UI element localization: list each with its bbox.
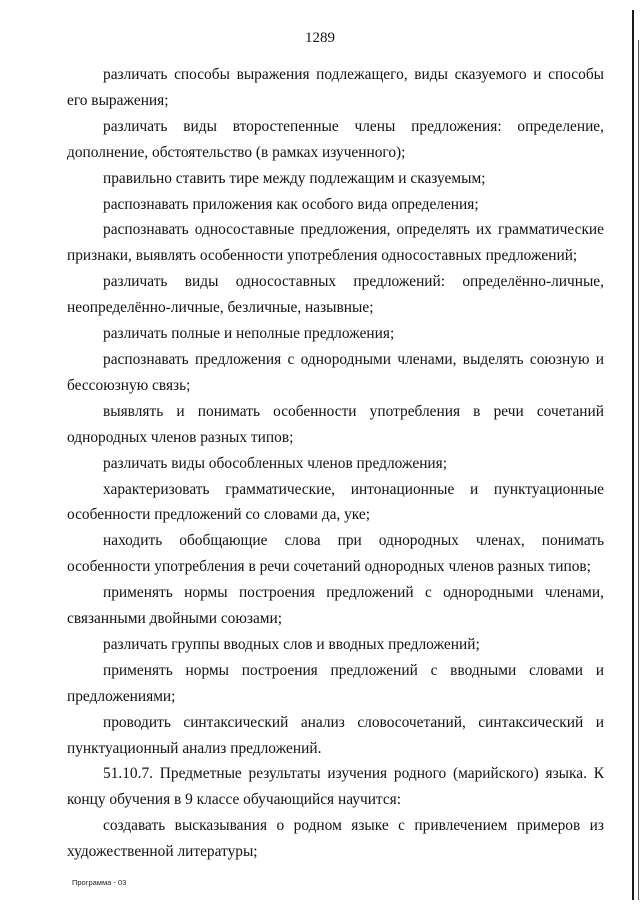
paragraph: различать виды обособленных членов предложения; bbox=[103, 454, 448, 472]
body-text bbox=[67, 62, 604, 865]
paragraph: применять нормы построения предложений с вводными словами и предложениями; bbox=[67, 661, 604, 705]
paragraph: различать виды односоставных предложений: определённо-личные, неопределённо-личные, безличные, назывные; bbox=[67, 273, 604, 317]
paragraph: проводить синтаксический анализ словосочетаний, синтаксический и пунктуационный анализ предложений. bbox=[67, 713, 604, 757]
paragraph: создавать высказывания о родном языке с привлечением примеров из художественной литературы; bbox=[67, 817, 604, 861]
paragraph: распознавать односоставные предложения, определять их грамматические признаки, выявлять особенности употребления односоставных предложений; bbox=[67, 221, 604, 265]
paragraph: различать полные и неполные предложения; bbox=[103, 325, 395, 343]
footer-label: Программа - 03 bbox=[72, 878, 127, 887]
paragraph: правильно ставить тире между подлежащим и сказуемым; bbox=[103, 169, 486, 187]
paragraph: различать группы вводных слов и вводных предложений; bbox=[103, 635, 480, 653]
page-number: 1289 bbox=[305, 30, 335, 46]
scan-edge-line bbox=[632, 10, 634, 900]
section-heading-paragraph: 51.10.7. Предметные результаты изучения родного (марийского) языка. К концу обучения в 9 классе обучающийся научится: bbox=[67, 765, 604, 809]
paragraph: различать виды второстепенные члены предложения: определение, дополнение, обстоятельство (в рамках изученного); bbox=[67, 117, 604, 161]
scan-edge-shadow bbox=[638, 40, 639, 900]
paragraph: применять нормы построения предложений с однородными членами, связанными двойными союзами; bbox=[67, 584, 604, 628]
paragraph: распознавать предложения с однородными членами, выделять союзную и бессоюзную связь; bbox=[67, 350, 604, 394]
paragraph: находить обобщающие слова при однородных членах, понимать особенности употребления в речи сочетаний однородных членов разных типов; bbox=[67, 532, 604, 576]
paragraph: различать способы выражения подлежащего, виды сказуемого и способы его выражения; bbox=[67, 66, 604, 109]
paragraph: характеризовать грамматические, интонационные и пунктуационные особенности предложений со словами да, уке; bbox=[67, 480, 604, 524]
paragraph: выявлять и понимать особенности употребления в речи сочетаний однородных членов разных типов; bbox=[67, 402, 604, 446]
paragraph: распознавать приложения как особого вида определения; bbox=[103, 195, 479, 213]
